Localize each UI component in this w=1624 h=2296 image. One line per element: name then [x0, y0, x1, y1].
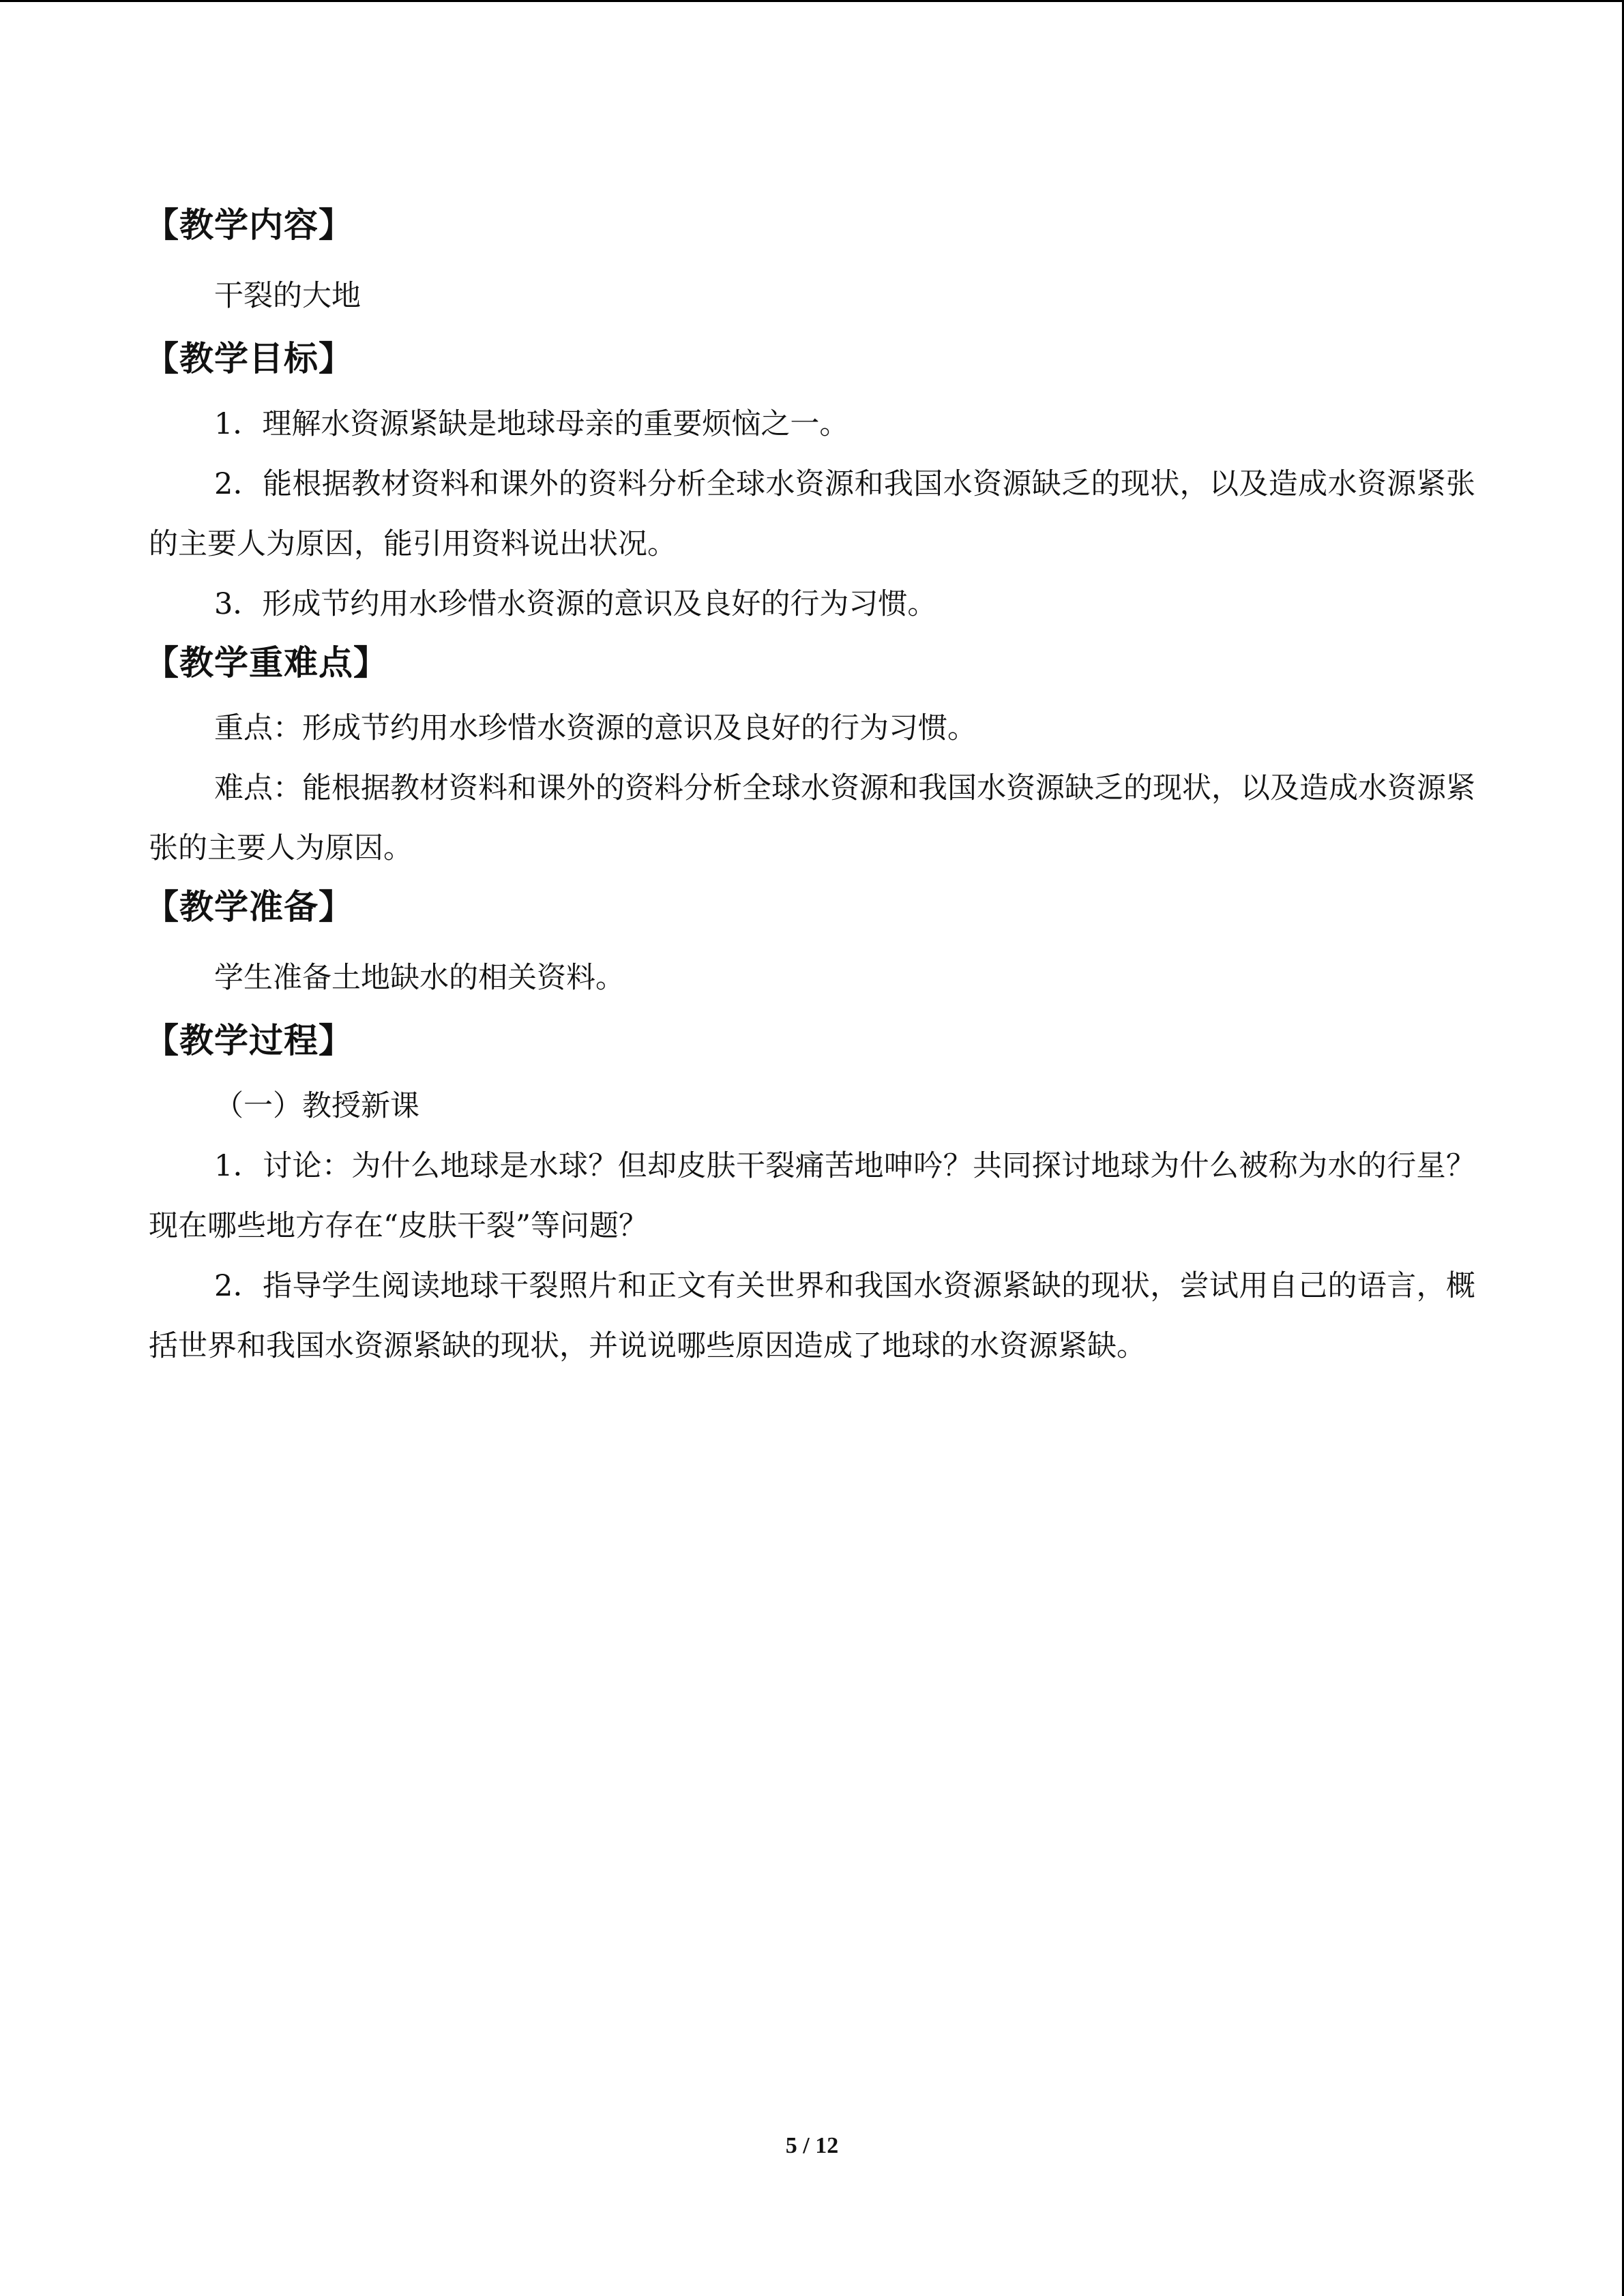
paragraph: 2．指导学生阅读地球干裂照片和正文有关世界和我国水资源紧缺的现状，尝试用自己的语言，概括世界和我国水资源紧缺的现状，并说说哪些原因造成了地球的水资源紧缺。: [149, 1269, 1475, 1363]
preparation-body: [149, 948, 1475, 1008]
paragraph: 难点：能根据教材资料和课外的资料分析全球水资源和我国水资源缺乏的现状，以及造成水资源紧张的主要人为原因。: [149, 771, 1475, 865]
heading-teaching-goals: 【教学目标】: [145, 339, 353, 378]
page-border-top: [0, 0, 1624, 2]
heading-preparation: 【教学准备】: [145, 887, 353, 927]
teaching-goals-body: [149, 394, 1475, 634]
paragraph: （一）教授新课: [214, 1089, 419, 1123]
teaching-content-body: [149, 266, 1475, 326]
process-body: [149, 1076, 1475, 1376]
paragraph: 1．讨论：为什么地球是水球？但却皮肤干裂痛苦地呻吟？共同探讨地球为什么被称为水的行星？现在哪些地方存在“皮肤干裂”等问题？: [149, 1149, 1475, 1243]
paragraph: 1．理解水资源紧缺是地球母亲的重要烦恼之一。: [214, 407, 849, 441]
paragraph: 2．能根据教材资料和课外的资料分析全球水资源和我国水资源缺乏的现状，以及造成水资源紧张的主要人为原因，能引用资料说出状况。: [149, 467, 1475, 561]
heading-teaching-content: 【教学内容】: [145, 205, 353, 245]
page-number: 5 / 12: [785, 2133, 839, 2158]
document-body: [145, 205, 1475, 1384]
heading-key-points: 【教学重难点】: [145, 643, 388, 683]
paragraph: 干裂的大地: [214, 279, 361, 313]
key-points-body: [149, 698, 1475, 878]
heading-process: 【教学过程】: [145, 1021, 353, 1060]
paragraph: 重点：形成节约用水珍惜水资源的意识及良好的行为习惯。: [214, 711, 977, 745]
paragraph: 3．形成节约用水珍惜水资源的意识及良好的行为习惯。: [214, 587, 937, 621]
paragraph: 学生准备土地缺水的相关资料。: [214, 961, 625, 995]
